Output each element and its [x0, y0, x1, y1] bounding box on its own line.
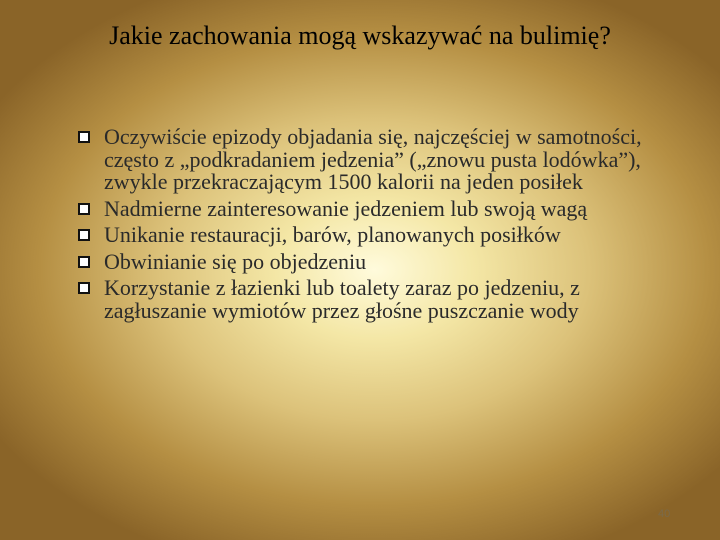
bullet-text: Obwinianie się po objedzeniu [104, 248, 367, 274]
list-item [84, 224, 664, 247]
list-item [84, 195, 664, 221]
bullet-text: Unikanie restauracji, barów, planowanych posiłków [104, 222, 561, 247]
bullet-text: Nadmierne zainteresowanie jedzeniem lub swoją wagą [104, 195, 588, 221]
bullet-text: Oczywiście epizody objadania się, najczęściej w samotności, często z „podkradaniem jedzenia” („znowu pusta lodówka”), zwykle przekraczającym 1500 kalorii na jeden posiłek [104, 124, 642, 194]
list-item [84, 248, 664, 274]
bullet-list [84, 126, 664, 326]
square-bullet-icon [78, 203, 90, 215]
square-bullet-icon [78, 131, 90, 143]
slide-title: Jakie zachowania mogą wskazywać na bulimię? [109, 21, 611, 50]
square-bullet-icon [78, 282, 90, 294]
list-item [84, 126, 664, 194]
square-bullet-icon [78, 229, 90, 241]
page-number: 40 [658, 508, 671, 520]
list-item [84, 277, 664, 322]
bullet-text: Korzystanie z łazienki lub toalety zaraz po jedzeniu, z zagłuszanie wymiotów przez głośne puszczanie wody [104, 275, 580, 323]
square-bullet-icon [78, 256, 90, 268]
